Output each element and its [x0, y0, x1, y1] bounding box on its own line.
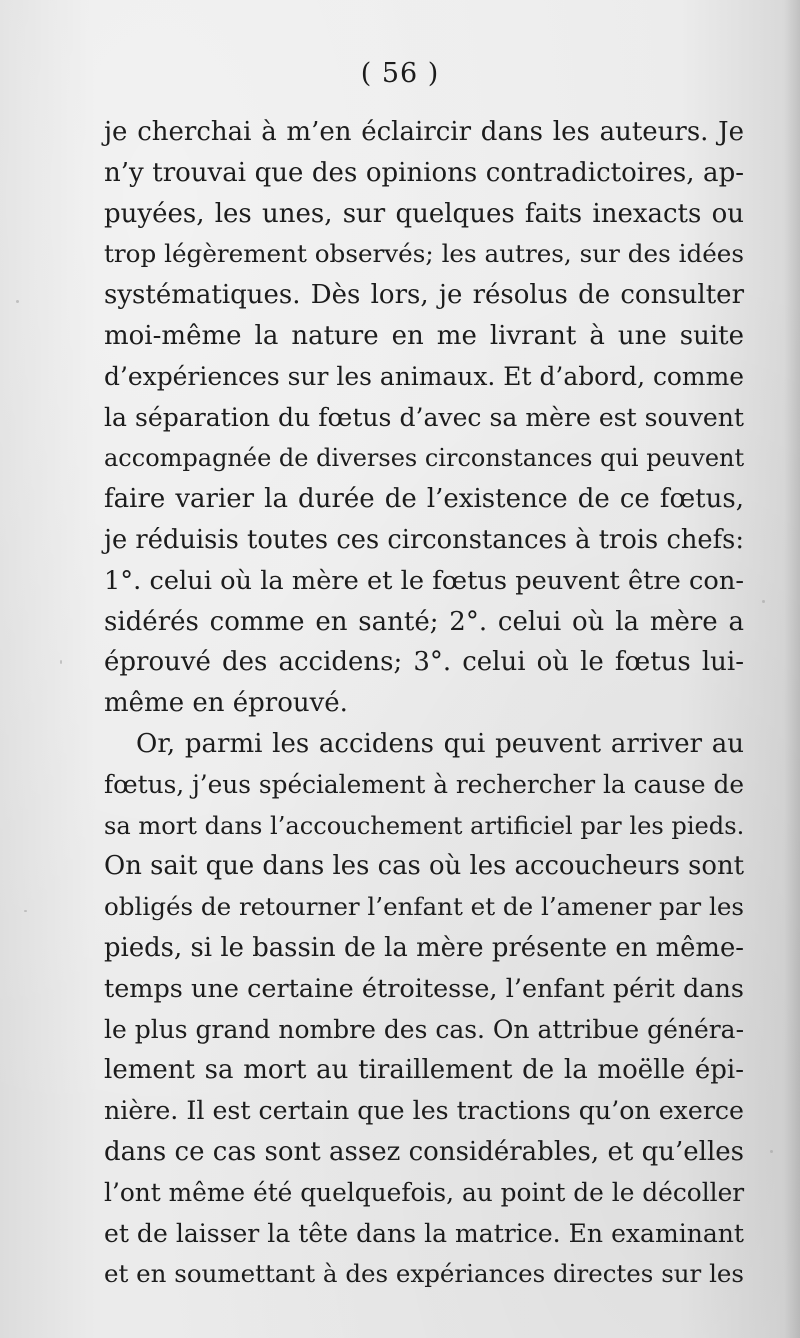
text-line: d’expériences sur les animaux. Et d’abord, comme — [104, 361, 744, 391]
text-line: je cherchai à m’en éclaircir dans les auteurs. Je — [104, 117, 744, 147]
text-line: On sait que dans les cas où les accoucheurs sont — [104, 851, 744, 882]
text-line: dans ce cas sont assez considérables, et qu’elles — [104, 1136, 744, 1167]
paper-speck — [24, 910, 27, 912]
text-line: éprouvé des accidens; 3°. celui où le fœtus lui- — [104, 647, 744, 678]
body-text — [104, 112, 744, 1295]
text-line: puyées, les unes, sur quelques faits inexacts ou — [104, 198, 744, 229]
text-line: sa mort dans l’accouchement artificiel par les pieds. — [104, 811, 745, 840]
text-line: n’y trouvai que des opinions contradictoires, ap- — [104, 157, 744, 188]
page-number: ( 56 ) — [360, 58, 440, 89]
paper-speck — [16, 300, 19, 303]
text-line: même en éprouvé. — [104, 688, 348, 719]
text-line: et de laisser la tête dans la matrice. En examinant — [104, 1218, 744, 1248]
text-line: et en soumettant à des expériances directes sur les — [104, 1259, 744, 1289]
text-line: pieds, si le bassin de la mère présente en même- — [104, 932, 744, 963]
text-line: sidérés comme en santé; 2°. celui où la mère a — [104, 606, 744, 637]
text-line: lement sa mort au tiraillement de la moëlle épi- — [104, 1055, 744, 1086]
text-line: systématiques. Dès lors, je résolus de consulter — [104, 280, 744, 311]
text-line: faire varier la durée de l’existence de ce fœtus, — [104, 484, 744, 515]
text-line: obligés de retourner l’enfant et de l’amener par les — [104, 892, 744, 922]
paper-speck — [770, 1150, 773, 1153]
text-line: 1°. celui où la mère et le fœtus peuvent être con- — [104, 565, 744, 596]
text-line: temps une certaine étroitesse, l’enfant périt dans — [104, 973, 744, 1004]
paper-speck — [762, 600, 765, 603]
text-line: moi-même la nature en me livrant à une suite — [104, 320, 744, 351]
text-line: nière. Il est certain que les tractions qu’on exerce — [104, 1096, 744, 1126]
text-line: la séparation du fœtus d’avec sa mère est souvent — [104, 402, 744, 432]
text-line: Or, parmi les accidens qui peuvent arriver au — [136, 728, 744, 759]
page-edge-shadow — [784, 0, 800, 1338]
text-line: accompagnée de diverses circonstances qui peuvent — [104, 444, 745, 473]
paper-speck — [60, 660, 62, 664]
text-line: trop légèrement observés; les autres, sur des idées — [104, 239, 744, 269]
text-line: l’ont même été quelquefois, au point de le décoller — [104, 1177, 745, 1207]
text-line: le plus grand nombre des cas. On attribue généra- — [104, 1014, 744, 1044]
text-line: je réduisis toutes ces circonstances à trois chefs: — [104, 524, 744, 555]
text-line: fœtus, j’eus spécialement à rechercher la cause de — [104, 769, 744, 799]
